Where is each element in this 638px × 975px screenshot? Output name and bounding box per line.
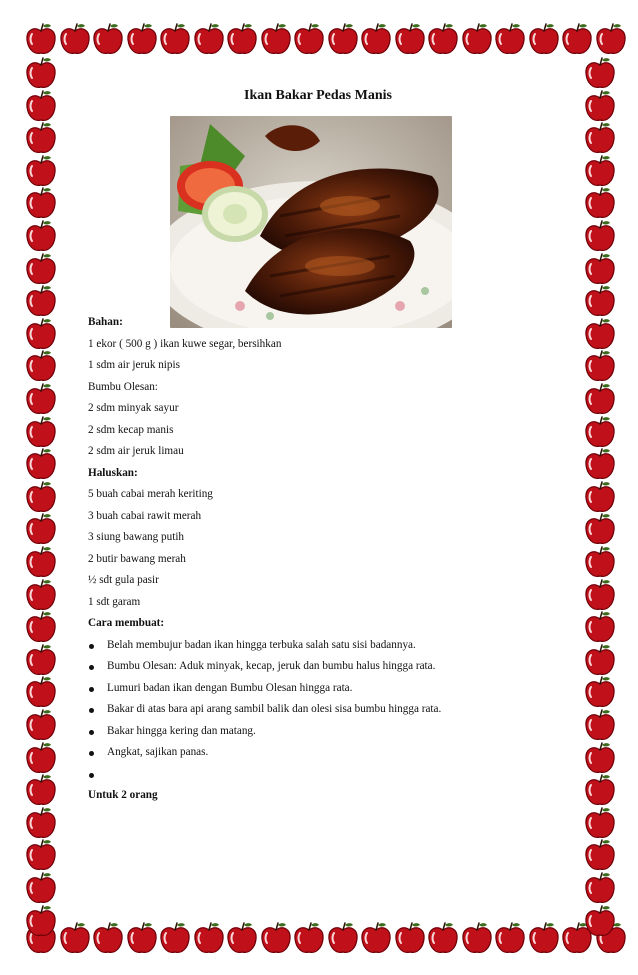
apple-icon bbox=[583, 480, 617, 514]
apple-icon bbox=[58, 22, 92, 56]
apple-icon bbox=[460, 921, 494, 955]
apple-icon bbox=[527, 921, 561, 955]
apple-icon bbox=[259, 921, 293, 955]
apple-icon bbox=[192, 22, 226, 56]
serving-note: Untuk 2 orang bbox=[88, 789, 158, 801]
apple-icon bbox=[426, 921, 460, 955]
apple-icon bbox=[24, 349, 58, 383]
apple-icon bbox=[24, 773, 58, 807]
apple-icon bbox=[24, 675, 58, 709]
cara-heading: Cara membuat: bbox=[88, 617, 165, 629]
apple-icon bbox=[24, 610, 58, 644]
apple-icon bbox=[594, 22, 628, 56]
apple-icon bbox=[91, 921, 125, 955]
apple-icon bbox=[583, 252, 617, 286]
apple-icon bbox=[426, 22, 460, 56]
apple-icon bbox=[583, 284, 617, 318]
step-item: Lumuri badan ikan dengan Bumbu Olesan hingga rata. bbox=[88, 678, 548, 700]
apple-icon bbox=[583, 89, 617, 123]
apple-icon bbox=[393, 921, 427, 955]
spice-line: ½ sdt gula pasir bbox=[88, 574, 159, 586]
spice-line: 3 siung bawang putih bbox=[88, 531, 185, 543]
apple-icon bbox=[583, 186, 617, 220]
spice-line: 1 sdt garam bbox=[88, 595, 141, 608]
apple-icon bbox=[326, 22, 360, 56]
apple-icon bbox=[91, 22, 125, 56]
apple-icon bbox=[393, 22, 427, 56]
apple-icon bbox=[259, 22, 293, 56]
recipe-body bbox=[88, 312, 548, 807]
bahan-heading: Bahan: bbox=[88, 316, 123, 328]
step-item: Bumbu Olesan: Aduk minyak, kecap, jeruk dan bumbu halus hingga rata. bbox=[88, 656, 548, 678]
apple-icon bbox=[583, 121, 617, 155]
apple-icon bbox=[24, 121, 58, 155]
step-item: Bakar hingga kering dan matang. bbox=[88, 721, 548, 743]
apple-icon bbox=[24, 871, 58, 905]
step-item: Bakar di atas bara api arang sambil balik dan olesi sisa bumbu hingga rata. bbox=[88, 699, 548, 721]
apple-icon bbox=[292, 22, 326, 56]
grilled-fish-photo bbox=[170, 116, 452, 328]
apple-icon bbox=[192, 921, 226, 955]
apple-icon bbox=[24, 56, 58, 90]
apple-icon bbox=[583, 773, 617, 807]
steps-list bbox=[88, 635, 548, 786]
spice-line: 5 buah cabai merah keriting bbox=[88, 488, 213, 500]
ingredient-line: 1 sdm air jeruk nipis bbox=[88, 359, 180, 371]
apple-icon bbox=[359, 921, 393, 955]
apple-icon bbox=[158, 921, 192, 955]
apple-icon bbox=[225, 22, 259, 56]
apple-icon bbox=[583, 838, 617, 872]
step-item: Angkat, sajikan panas. bbox=[88, 742, 548, 764]
apple-icon bbox=[24, 741, 58, 775]
apple-icon bbox=[583, 545, 617, 579]
apple-icon bbox=[24, 643, 58, 677]
apple-icon bbox=[583, 447, 617, 481]
apple-icon bbox=[583, 806, 617, 840]
apple-icon bbox=[493, 921, 527, 955]
apple-icon bbox=[24, 904, 58, 938]
apple-icon bbox=[583, 382, 617, 416]
apple-icon bbox=[583, 219, 617, 253]
apple-icon bbox=[24, 252, 58, 286]
apple-icon bbox=[527, 22, 561, 56]
apple-icon bbox=[583, 610, 617, 644]
apple-icon bbox=[24, 708, 58, 742]
apple-icon bbox=[583, 56, 617, 90]
ingredient-line: 2 sdm kecap manis bbox=[88, 423, 174, 436]
apple-icon bbox=[24, 578, 58, 612]
ingredient-line: Bumbu Olesan: bbox=[88, 380, 158, 393]
apple-icon bbox=[583, 317, 617, 351]
apple-icon bbox=[583, 415, 617, 449]
apple-icon bbox=[583, 349, 617, 383]
apple-icon bbox=[583, 708, 617, 742]
apple-icon bbox=[24, 512, 58, 546]
ingredient-line: 2 sdm minyak sayur bbox=[88, 402, 179, 414]
apple-icon bbox=[460, 22, 494, 56]
apple-icon bbox=[583, 871, 617, 905]
apple-icon bbox=[583, 741, 617, 775]
spice-line: 3 buah cabai rawit merah bbox=[88, 509, 202, 522]
apple-icon bbox=[24, 382, 58, 416]
apple-icon bbox=[125, 921, 159, 955]
apple-icon bbox=[583, 154, 617, 188]
haluskan-heading: Haluskan: bbox=[88, 466, 138, 479]
spice-line: 2 butir bawang merah bbox=[88, 552, 186, 565]
apple-icon bbox=[583, 578, 617, 612]
ingredient-line: 1 ekor ( 500 g ) ikan kuwe segar, bersihkan bbox=[88, 337, 282, 350]
apple-icon bbox=[24, 317, 58, 351]
recipe-title: Ikan Bakar Pedas Manis bbox=[244, 88, 392, 103]
apple-icon bbox=[583, 643, 617, 677]
apple-icon bbox=[359, 22, 393, 56]
apple-icon bbox=[24, 480, 58, 514]
apple-icon bbox=[24, 284, 58, 318]
apple-icon bbox=[24, 545, 58, 579]
apple-icon bbox=[583, 904, 617, 938]
apple-icon bbox=[583, 512, 617, 546]
apple-icon bbox=[24, 447, 58, 481]
apple-icon bbox=[125, 22, 159, 56]
apple-icon bbox=[583, 675, 617, 709]
apple-icon bbox=[560, 22, 594, 56]
apple-icon bbox=[24, 22, 58, 56]
apple-icon bbox=[24, 806, 58, 840]
apple-icon bbox=[58, 921, 92, 955]
apple-icon bbox=[24, 415, 58, 449]
apple-icon bbox=[292, 921, 326, 955]
apple-icon bbox=[326, 921, 360, 955]
apple-icon bbox=[225, 921, 259, 955]
apple-icon bbox=[24, 186, 58, 220]
apple-icon bbox=[24, 219, 58, 253]
apple-icon bbox=[24, 89, 58, 123]
step-item-empty bbox=[88, 764, 548, 786]
ingredient-line: 2 sdm air jeruk limau bbox=[88, 445, 184, 457]
step-item: Belah membujur badan ikan hingga terbuka salah satu sisi badannya. bbox=[88, 635, 548, 657]
apple-icon bbox=[24, 838, 58, 872]
apple-icon bbox=[493, 22, 527, 56]
apple-icon bbox=[24, 154, 58, 188]
apple-icon bbox=[158, 22, 192, 56]
